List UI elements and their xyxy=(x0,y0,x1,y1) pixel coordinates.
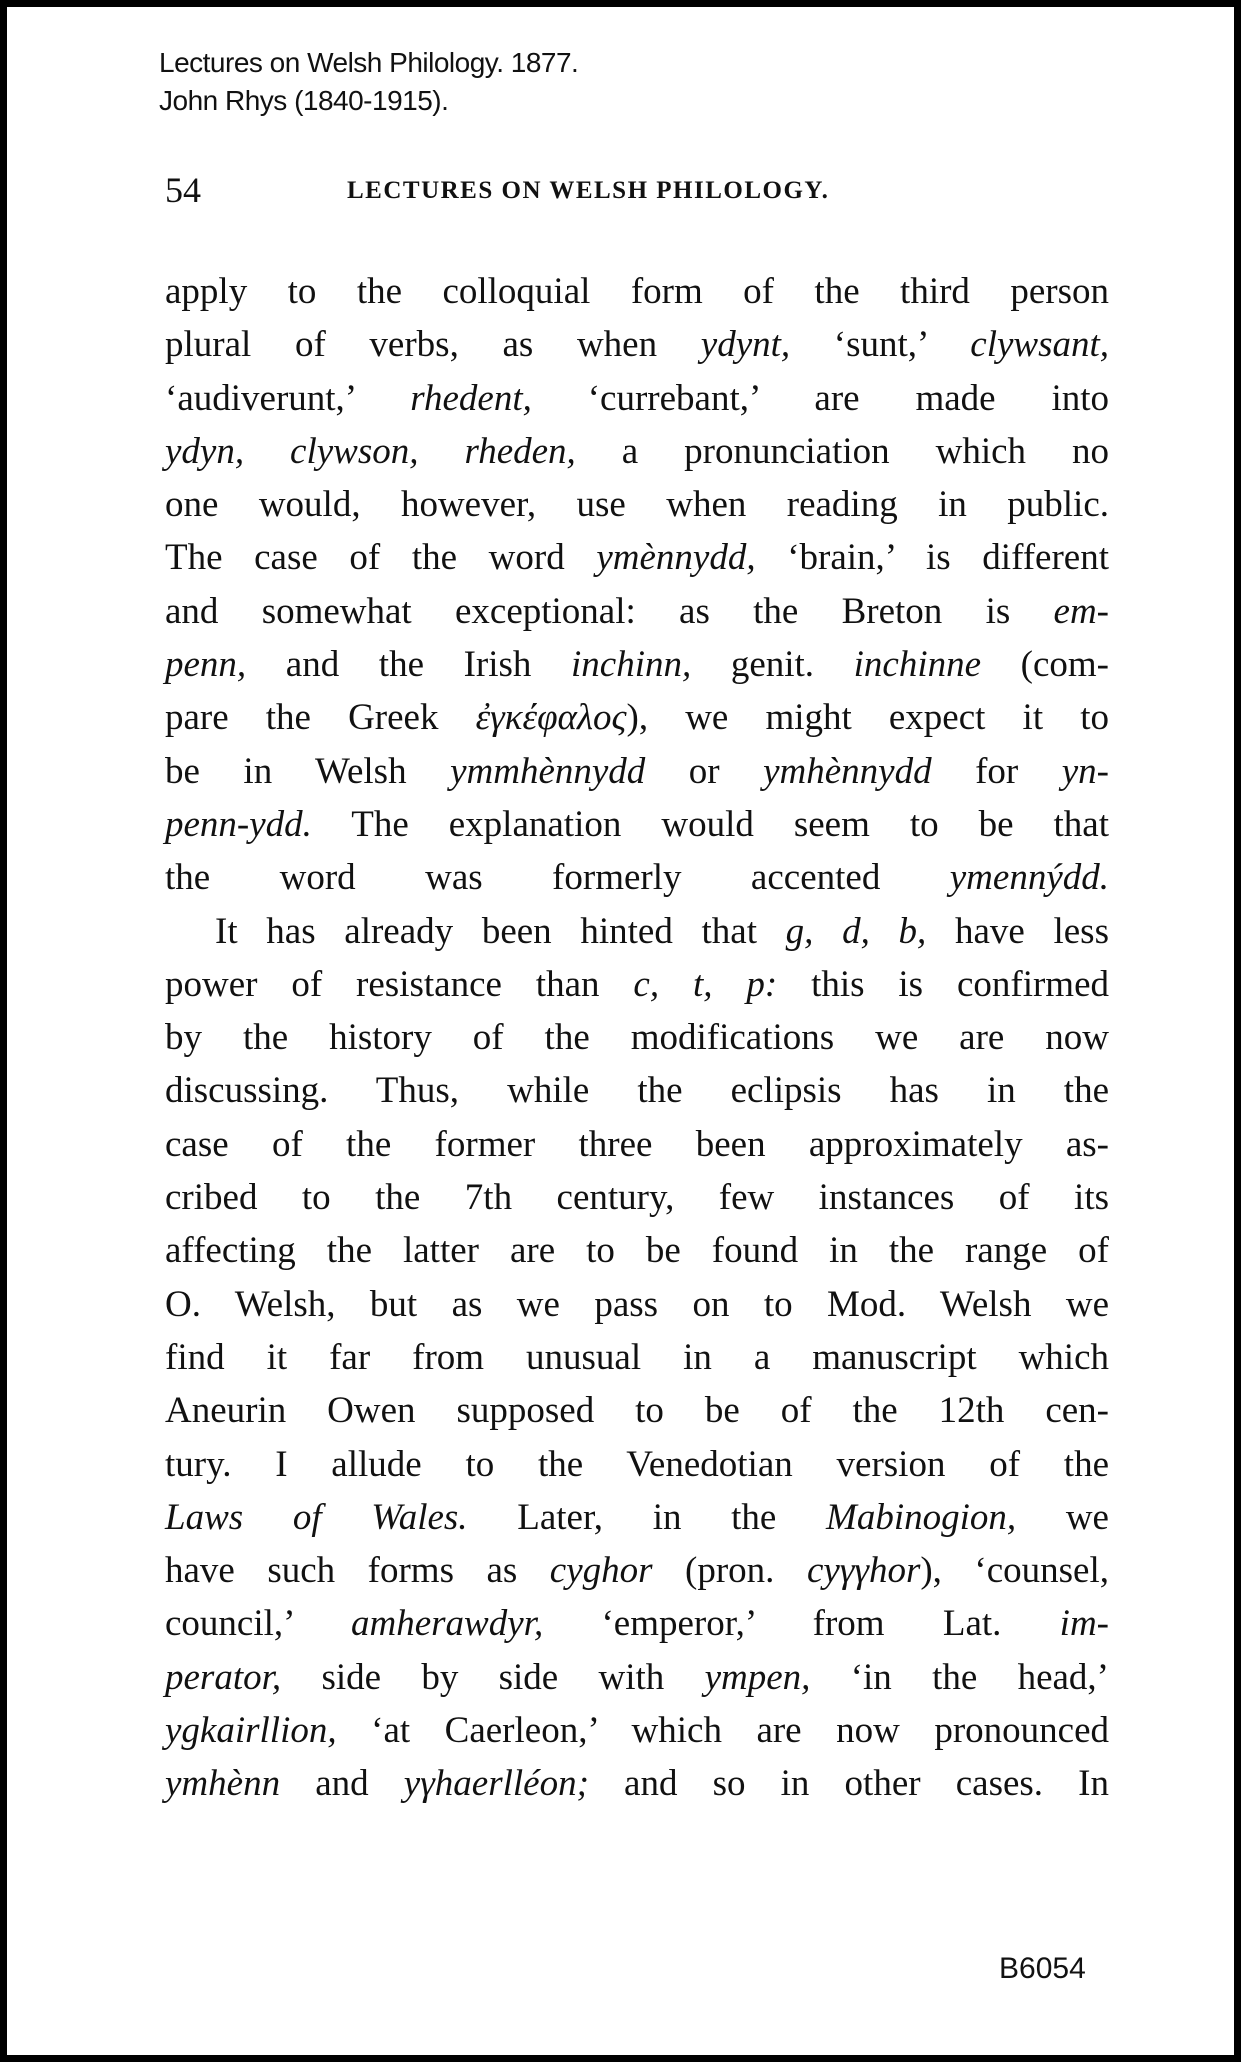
italic-text: ymènnydd, xyxy=(596,537,756,579)
text-line xyxy=(165,1597,1109,1650)
text-line xyxy=(165,478,1109,531)
text-segment: The case of the word xyxy=(165,537,597,579)
italic-text: inchinn, xyxy=(571,644,692,686)
text-segment: one would, however, use when reading in public. xyxy=(165,484,1109,526)
text-line xyxy=(165,958,1109,1011)
italic-text: ymmhènnydd xyxy=(450,750,646,792)
text-segment: find it far from unusual in a manuscript which xyxy=(165,1336,1109,1378)
text-segment: plural of verbs, as when xyxy=(165,324,701,366)
text-line xyxy=(165,1651,1109,1704)
text-segment: cribed to the 7th century, few instances of its xyxy=(165,1177,1109,1219)
italic-text: clywsant, xyxy=(970,324,1110,366)
text-segment: ), we might expect it to xyxy=(626,697,1109,739)
text-line xyxy=(165,745,1109,798)
italic-text: em- xyxy=(1053,590,1109,632)
text-segment: It has already been hinted that xyxy=(215,910,786,952)
italic-text: inchinne xyxy=(853,644,982,686)
italic-text: penn, xyxy=(165,644,247,686)
text-segment: have such forms as xyxy=(165,1550,550,1592)
italic-text: ymhènn xyxy=(165,1763,281,1805)
text-segment: tury. I allude to the Venedotian version of the xyxy=(165,1443,1109,1485)
italic-text: c, t, p: xyxy=(633,963,778,1005)
italic-text: rhedent, xyxy=(410,377,532,419)
text-segment: the word was formerly accented xyxy=(165,857,950,899)
italic-text: amherawdyr, xyxy=(351,1603,544,1645)
text-segment: power of resistance than xyxy=(165,963,634,1005)
text-segment: affecting the latter are to be found in the range of xyxy=(165,1230,1109,1272)
text-line xyxy=(165,1011,1109,1064)
text-segment: ‘in the head,’ xyxy=(810,1656,1109,1698)
text-line xyxy=(165,851,1109,904)
text-line xyxy=(165,531,1109,584)
text-line xyxy=(165,905,1109,958)
text-line xyxy=(165,691,1109,744)
text-line xyxy=(165,1171,1109,1224)
text-segment: apply to the colloquial form of the third person xyxy=(165,271,1109,312)
italic-text: ygkairllion, xyxy=(165,1710,337,1752)
text-segment: discussing. Thus, while the eclipsis has in the xyxy=(165,1070,1109,1112)
running-head-title: LECTURES ON WELSH PHILOLOGY. xyxy=(347,177,830,204)
text-segment: ‘emperor,’ from Lat. xyxy=(543,1603,1060,1645)
italic-text: perator, xyxy=(165,1656,282,1698)
text-segment: case of the former three been approximately as- xyxy=(165,1123,1109,1165)
text-line xyxy=(165,1491,1109,1544)
italic-text: im- xyxy=(1059,1603,1109,1645)
text-segment: and the Irish xyxy=(246,644,571,686)
italic-text: penn-ydd. xyxy=(165,803,312,845)
document-code: B6054 xyxy=(999,1952,1086,1985)
text-segment: or xyxy=(645,750,764,792)
text-segment: we xyxy=(1016,1496,1109,1538)
body-text xyxy=(165,265,1109,1811)
text-segment: be in Welsh xyxy=(165,750,451,792)
text-line xyxy=(165,1704,1109,1757)
text-line xyxy=(165,1438,1109,1491)
text-segment: ‘audiverunt,’ xyxy=(165,377,411,419)
italic-text: g, d, b, xyxy=(785,910,927,952)
text-line xyxy=(165,372,1109,425)
text-line xyxy=(165,1544,1109,1597)
annotation-title: Lectures on Welsh Philology. 1877. xyxy=(159,47,579,78)
italic-text: ympen, xyxy=(704,1656,811,1698)
text-segment: by the history of the modifications we are now xyxy=(165,1017,1109,1059)
italic-text: Laws of Wales. xyxy=(165,1496,468,1538)
text-segment: (pron. xyxy=(652,1550,807,1592)
text-segment: Aneurin Owen supposed to be of the 12th cen- xyxy=(165,1390,1109,1432)
text-line xyxy=(165,798,1109,851)
page-number: 54 xyxy=(165,170,201,210)
text-line xyxy=(165,1331,1109,1384)
text-line xyxy=(165,638,1109,691)
text-segment: and somewhat exceptional: as the Breton is xyxy=(165,590,1054,632)
text-line xyxy=(165,1757,1109,1810)
text-segment: ‘at Caerleon,’ which are now pronounced xyxy=(336,1710,1109,1752)
italic-text: ymennýdd. xyxy=(949,857,1109,899)
italic-text: Mabinogion, xyxy=(826,1496,1017,1538)
text-line xyxy=(165,585,1109,638)
text-segment: genit. xyxy=(691,644,854,686)
italic-text: ydynt, xyxy=(700,324,791,366)
text-segment: a pronunciation which no xyxy=(575,430,1109,472)
text-segment: ‘currebant,’ are made into xyxy=(531,377,1110,419)
text-line xyxy=(165,1118,1109,1171)
italic-text: cyghor xyxy=(549,1550,653,1592)
text-line xyxy=(165,1224,1109,1277)
text-line xyxy=(165,265,1109,318)
text-line xyxy=(165,1064,1109,1117)
text-segment: have less xyxy=(926,910,1109,952)
text-segment: and so in other cases. In xyxy=(588,1763,1109,1805)
text-segment: this is confirmed xyxy=(777,963,1110,1005)
text-segment: for xyxy=(931,750,1062,792)
italic-text: ymhènnydd xyxy=(763,750,932,792)
text-line xyxy=(165,1384,1109,1437)
text-segment: side by side with xyxy=(281,1656,705,1698)
text-segment: ‘sunt,’ xyxy=(790,324,971,366)
text-line xyxy=(165,1278,1109,1331)
text-segment: O. Welsh, but as we pass on to Mod. Welsh we xyxy=(165,1283,1109,1325)
text-line xyxy=(165,425,1109,478)
text-segment: pare the Greek xyxy=(165,697,476,739)
text-segment: The explanation would seem to be that xyxy=(311,803,1109,845)
italic-text: cyγγhor xyxy=(806,1550,921,1592)
text-segment: (com- xyxy=(981,644,1109,686)
text-segment: and xyxy=(280,1763,404,1805)
italic-text: ydyn, clywson, rheden, xyxy=(165,430,576,472)
italic-text: yn- xyxy=(1061,750,1109,792)
text-line xyxy=(165,318,1109,371)
text-segment: ‘brain,’ is different xyxy=(755,537,1109,579)
text-segment: Later, in the xyxy=(467,1496,827,1538)
annotation-author: John Rhys (1840-1915). xyxy=(159,85,449,116)
text-segment: council,’ xyxy=(165,1603,351,1645)
italic-text: yγhaerlléon; xyxy=(403,1763,589,1805)
italic-text: ἐγκέφαλος xyxy=(475,697,627,739)
text-segment: ), ‘counsel, xyxy=(920,1550,1110,1592)
